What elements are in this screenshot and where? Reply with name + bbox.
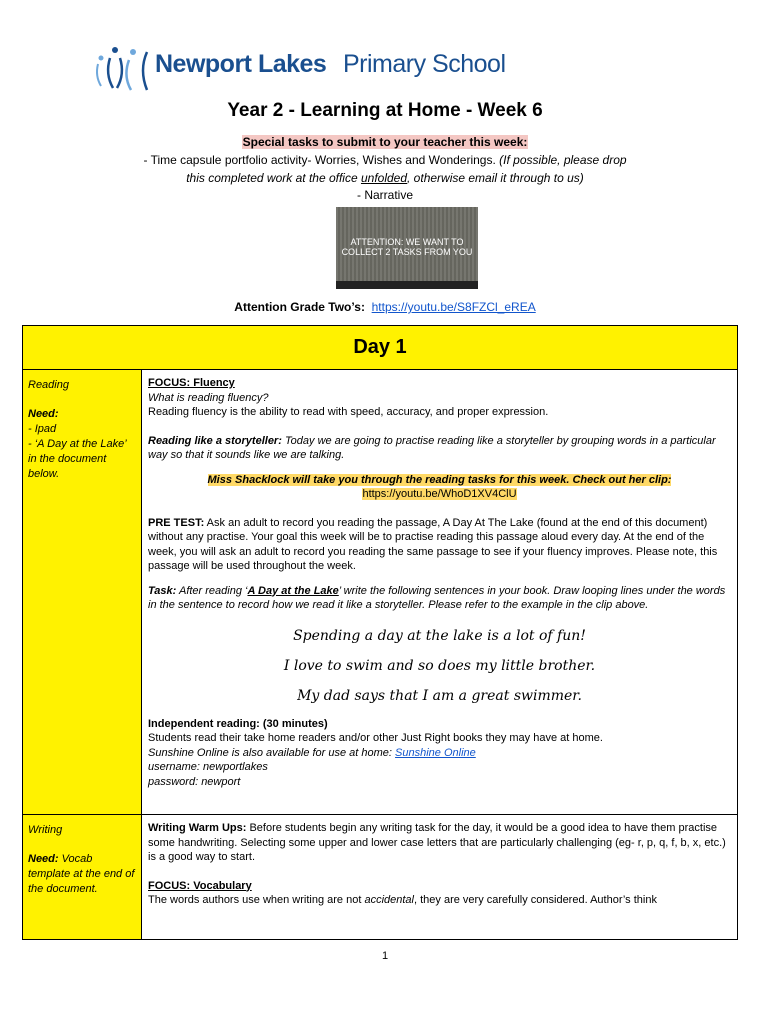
video-control-bar[interactable] — [336, 281, 478, 289]
clip-text: Miss Shacklock will take you through the reading tasks for this week. Check out her clip: — [207, 473, 672, 486]
reading-focus: FOCUS: Fluency — [148, 377, 235, 389]
reading-need-label: Need: — [28, 408, 59, 420]
task1-line1: - Time capsule portfolio activity- Worries, Wishes and Wonderings. (If possible, please drop — [143, 153, 627, 167]
task-paragraph: Task: After reading ‘A Day at the Lake’ write the following sentences in your book. Draw looping lines under the words in the sentence to record how we read it like a storyteller. Please refer to the example in the clip above. — [148, 584, 726, 611]
independent-text: Students read their take home readers and/or other Just Right books they may have at home. — [148, 732, 603, 744]
writing-focus: FOCUS: Vocabulary — [148, 879, 252, 892]
reading-question: What is reading fluency? — [148, 391, 269, 404]
video-caption: ATTENTION: WE WANT TO COLLECT 2 TASKS FROM YOU — [341, 237, 473, 257]
video-thumbnail[interactable] — [336, 207, 478, 289]
sentence-2: I love to swim and so does my little brother. — [283, 657, 596, 674]
school-logo — [93, 44, 506, 94]
clip-link[interactable]: https://youtu.be/WhoD1XV4ClU — [362, 488, 517, 500]
clip-block — [148, 473, 731, 502]
special-tasks-heading: Special tasks to submit to your teacher this week: — [242, 135, 528, 149]
day-table — [22, 325, 738, 940]
attention-label: Attention Grade Two’s — [234, 300, 361, 314]
reading-label: Reading — [28, 379, 69, 391]
storyteller-paragraph: Reading like a storyteller: Today we are going to practise reading like a storyteller by grouping words in a particular way so that it sounds like we are talking. — [148, 434, 716, 461]
sunshine-link[interactable]: Sunshine Online — [395, 746, 476, 759]
attention-line: Attention Grade Two’s: https://youtu.be/S8FZCl_eREA — [234, 300, 536, 314]
sentence-3: My dad says that I am a great swimmer. — [297, 687, 582, 704]
writing-right-cell — [142, 815, 738, 940]
day-title: Day 1 — [23, 326, 738, 370]
task2-line: - Narrative — [356, 188, 413, 202]
task1-line2: this completed work at the office unfolded, otherwise email it through to us) — [186, 171, 584, 185]
writing-left-cell — [23, 815, 142, 940]
writing-label: Writing — [28, 824, 63, 836]
reading-need-item2: - ‘A Day at the Lake’ in the document below. — [28, 438, 127, 480]
logo-name-light: Primary School — [343, 50, 506, 78]
password-line: password: newport — [148, 775, 241, 788]
warmup-paragraph: Writing Warm Ups: Before students begin any writing task for the day, it would be a good idea to have them practise some handwriting. Selecting some upper and lower case letters that are particularly challenging (eg- r, p, q, f, b, x, etc.) is a good way to start. — [148, 822, 726, 863]
attention-link[interactable]: https://youtu.be/S8FZCl_eREA — [371, 300, 536, 314]
vocab-paragraph: The words authors use when writing are not accidental, they are very carefully considered. Author’s think — [148, 894, 657, 906]
writing-need: Need: Vocab template at the end of the document. — [28, 853, 135, 895]
reading-right-cell — [142, 370, 738, 815]
page-number: 1 — [381, 950, 389, 962]
page-title: Year 2 - Learning at Home - Week 6 — [227, 100, 543, 121]
reading-need-item1: - Ipad — [28, 423, 57, 435]
logo-figures-icon — [93, 44, 153, 94]
pretest-paragraph: PRE TEST: Ask an adult to record you reading the passage, A Day At The Lake (found at the end of this document) without any practise. Your goal this week will be to practise reading this passage aloud every day. At the end of the week, you will ask an adult to record you reading the same passage to see if your fluency improves. Please note, this passage will be used throughout the week. — [148, 516, 718, 572]
username-line: username: newportlakes — [148, 761, 268, 773]
reading-left-cell — [23, 370, 142, 815]
independent-heading: Independent reading: (30 minutes) — [148, 717, 328, 730]
sunshine-line: Sunshine Online is also available for use at home: Sunshine Online — [148, 746, 476, 759]
logo-name-bold: Newport Lakes — [155, 50, 327, 78]
sentence-1: Spending a day at the lake is a lot of fun! — [293, 627, 586, 644]
reading-definition: Reading fluency is the ability to read with speed, accuracy, and proper expression. — [148, 406, 549, 418]
